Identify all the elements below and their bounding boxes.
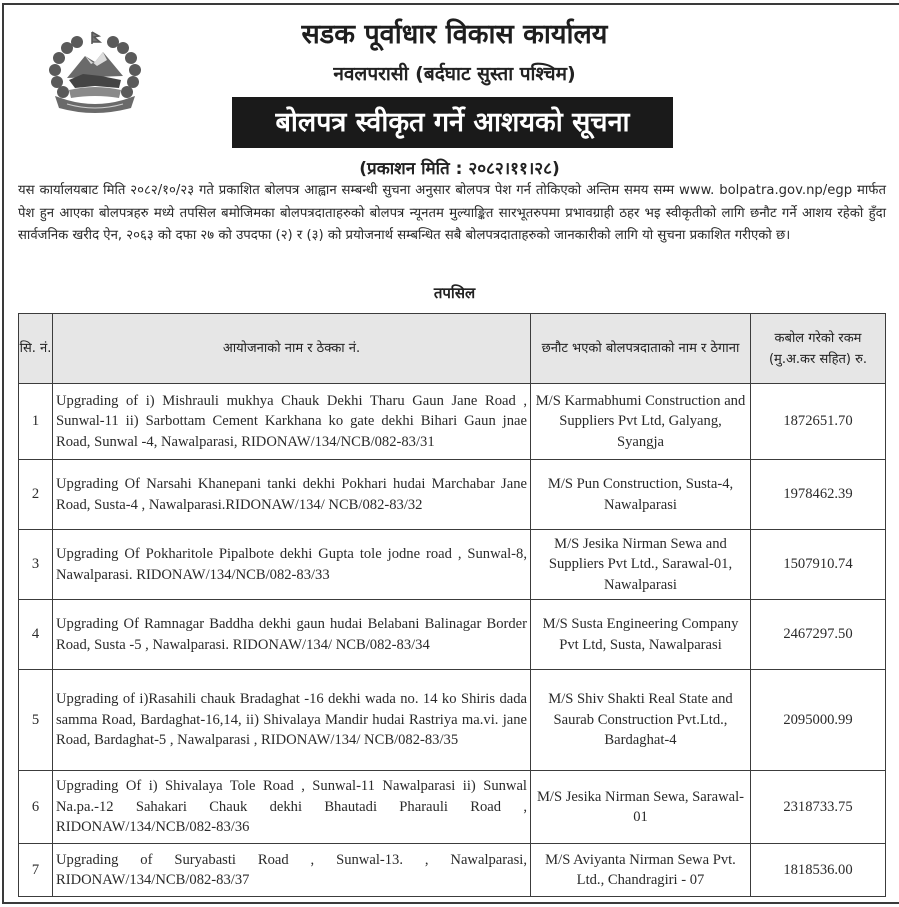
row-bidder: M/S Jesika Nirman Sewa, Sarawal-01	[531, 771, 751, 844]
notice-title: बोलपत्र स्वीकृत गर्ने आशयको सूचना	[232, 97, 673, 148]
row-bidder: M/S Susta Engineering Company Pvt Ltd, Susta, Nawalparasi	[531, 600, 751, 670]
table-row	[19, 771, 886, 844]
table-row	[19, 530, 886, 600]
table-row	[19, 384, 886, 460]
row-sn: 4	[19, 600, 53, 670]
row-amount: 2095000.99	[751, 670, 886, 771]
intro-paragraph: यस कार्यालयबाट मिति २०८२/१०/२३ गते प्रकाशित बोलपत्र आह्वान सम्बन्धी सुचना अनुसार बोलपत्र पेश गर्न तोकिएको अन्तिम समय सम्म www. bolpatra.gov.np/egp मार्फत पेश हुन आएका बोलपत्रहरु मध्ये तपसिल बमोजिमका बोलपत्रदाताहरुको बोलपत्र न्यूनतम मुल्याङ्कित सारभूतरुपमा प्रभावग्राही ठहर भइ स्वीकृतीको लागि छनौट गर्ने आशय रहेको हुँदा सार्वजनिक खरीद ऐन, २०६३ को दफा २७ को उपदफा (२) र (३) को प्रयोजनार्थ सम्बन्धित सबै बोलपत्रदाताहरुको जानकारीको लागि यो सुचना प्रकाशित गरीएको छ।	[18, 183, 886, 243]
row-amount: 2467297.50	[751, 600, 886, 670]
row-project: Upgrading Of Narsahi Khanepani tanki dekhi Pokhari hudai Marchabar Jane Road, Susta-4 , Nawalparasi.RIDONAW/134/ NCB/082-83/32	[53, 460, 531, 530]
office-name: सडक पूर्वाधार विकास कार्यालय	[301, 19, 608, 50]
row-amount: 1872651.70	[751, 384, 886, 460]
table-row	[19, 844, 886, 897]
row-sn: 7	[19, 844, 53, 897]
row-sn: 6	[19, 771, 53, 844]
office-location: नवलपरासी (बर्दघाट सुस्ता पश्चिम)	[333, 63, 576, 85]
row-bidder: M/S Karmabhumi Construction and Suppliers Pvt Ltd, Galyang, Syangja	[531, 384, 751, 460]
row-project: Upgrading Of i) Shivalaya Tole Road , Sunwal-11 Nawalparasi ii) Sunwal Na.pa.-12 Sahakari Chauk dekhi Bhautadi Pharauli Road , RIDONAW/134/NCB/082-83/36	[53, 771, 531, 844]
row-project: Upgrading of i) Mishrauli mukhya Chauk Dekhi Tharu Gaun Jane Road , Sunwal-11 ii) Sarbottam Cement Karkhana ko gate dekhi Bihari Gaun jnae Road, Sunwal -4, Nawalparasi, RIDONAW/134/NCB/082-83/31	[53, 384, 531, 460]
row-sn: 3	[19, 530, 53, 600]
row-bidder: M/S Jesika Nirman Sewa and Suppliers Pvt Ltd., Sarawal-01, Nawalparasi	[531, 530, 751, 600]
row-project: Upgrading of i)Rasahili chauk Bradaghat -16 dekhi wada no. 14 ko Shiris dada samma Road, Bardaghat-16,14, ii) Shivalaya Mandir hudai Rastriya ma.vi. jane Road, Bardaghat-5 , Nawalparasi , RIDONAW/134/ NCB/082-83/35	[53, 670, 531, 771]
section-heading: तपसिल	[433, 284, 476, 302]
column-header-sn: सि. नं.	[19, 314, 53, 384]
row-project: Upgrading Of Ramnagar Baddha dekhi gaun hudai Belabani Balinagar Border Road, Susta -5 , Nawalparasi. RIDONAW/134/ NCB/082-83/34	[53, 600, 531, 670]
row-bidder: M/S Shiv Shakti Real State and Saurab Construction Pvt.Ltd., Bardaghat-4	[531, 670, 751, 771]
row-sn: 2	[19, 460, 53, 530]
row-sn: 5	[19, 670, 53, 771]
column-header-bidder: छनौट भएको बोलपत्रदाताको नाम र ठेगाना	[531, 314, 751, 384]
tender-table	[18, 313, 886, 897]
row-bidder: M/S Aviyanta Nirman Sewa Pvt. Ltd., Chandragiri - 07	[531, 844, 751, 897]
table-row	[19, 600, 886, 670]
row-amount: 2318733.75	[751, 771, 886, 844]
row-project: Upgrading Of Pokharitole Pipalbote dekhi Gupta tole jodne road , Sunwal-8, Nawalparasi. RIDONAW/134/NCB/082-83/33	[53, 530, 531, 600]
row-project: Upgrading of Suryabasti Road , Sunwal-13. , Nawalparasi, RIDONAW/134/NCB/082-83/37	[53, 844, 531, 897]
row-sn: 1	[19, 384, 53, 460]
column-header-amount: कबोल गरेको रकम (मु.अ.कर सहित) रु.	[751, 314, 886, 384]
row-bidder: M/S Pun Construction, Susta-4, Nawalparasi	[531, 460, 751, 530]
row-amount: 1507910.74	[751, 530, 886, 600]
table-row	[19, 670, 886, 771]
table-row	[19, 460, 886, 530]
row-amount: 1818536.00	[751, 844, 886, 897]
row-amount: 1978462.39	[751, 460, 886, 530]
column-header-project: आयोजनाको नाम र ठेक्का नं.	[53, 314, 531, 384]
publication-date: (प्रकाशन मिति : २०८२।११।२८)	[359, 159, 560, 179]
table-header-row	[19, 314, 886, 384]
